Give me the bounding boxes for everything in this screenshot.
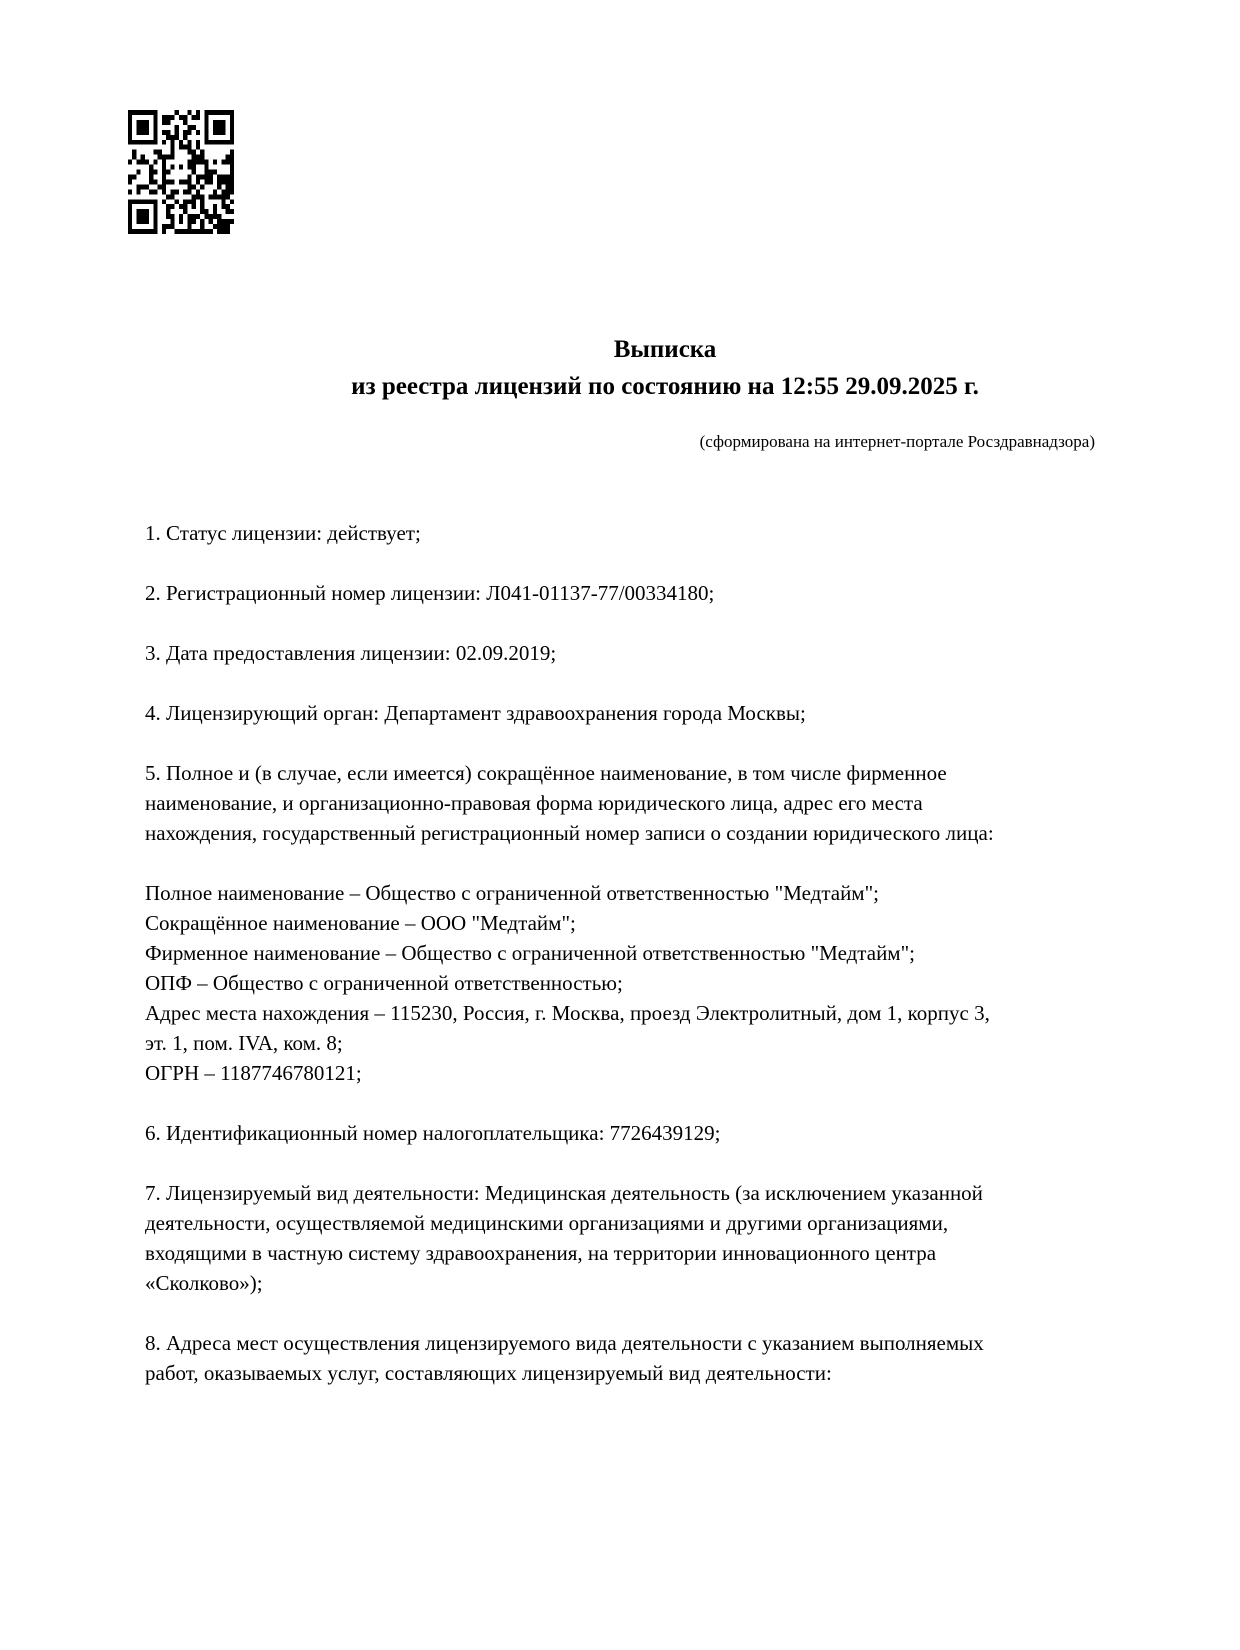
text-line: 7. Лицензируемый вид деятельности: Медицинская деятельность (за исключением указанной [145, 1181, 983, 1205]
text-line: эт. 1, пом. IVA, ком. 8; [145, 1031, 343, 1055]
text-line: деятельности, осуществляемой медицинскими организациями и другими организациями, [145, 1211, 949, 1235]
text-line: 1. Статус лицензии: действует; [145, 521, 421, 545]
text-line: Адрес места нахождения – 115230, Россия, г. Москва, проезд Электролитный, дом 1, корпус 3, [145, 1001, 990, 1025]
paragraph-legal-entity-info-heading [145, 758, 1120, 848]
text-line: 3. Дата предоставления лицензии: 02.09.2019; [145, 641, 557, 665]
title-line-1: Выписка [613, 336, 717, 363]
text-line: 5. Полное и (в случае, если имеется) сокращённое наименование, в том числе фирменное [145, 761, 947, 785]
paragraph-registration-number [145, 578, 1120, 608]
paragraph-grant-date [145, 638, 1120, 668]
text-line: наименование, и организационно-правовая форма юридического лица, адрес его места [145, 791, 923, 815]
text-line: ОПФ – Общество с ограниченной ответственностью; [145, 971, 623, 995]
paragraph-licensing-authority [145, 698, 1120, 728]
text-line: работ, оказываемых услуг, составляющих лицензируемый вид деятельности: [145, 1361, 832, 1385]
document-title [90, 331, 1240, 405]
text-line: 2. Регистрационный номер лицензии: Л041-01137-77/00334180; [145, 581, 715, 605]
text-line: входящими в частную систему здравоохранения, на территории инновационного центра [145, 1241, 937, 1265]
document-subtitle: (сформирована на интернет-портале Росздравнадзора) [699, 432, 1095, 451]
paragraph-license-status [145, 518, 1120, 548]
text-line: Сокращённое наименование – ООО "Медтайм"; [145, 911, 576, 935]
text-line: ОГРН – 1187746780121; [145, 1061, 362, 1085]
title-line-2: из реестра лицензий по состоянию на 12:55 29.09.2025 г. [351, 373, 979, 400]
paragraph-activity-addresses [145, 1328, 1120, 1388]
text-line: 8. Адреса мест осуществления лицензируемого вида деятельности с указанием выполняемых [145, 1331, 984, 1355]
text-line: 6. Идентификационный номер налогоплательщика: 7726439129; [145, 1121, 721, 1145]
paragraph-legal-entity-details [145, 878, 1120, 1088]
paragraph-licensed-activity [145, 1178, 1120, 1298]
document-body [145, 518, 1120, 1388]
text-line: нахождения, государственный регистрационный номер записи о создании юридического лица: [145, 821, 994, 845]
qr-code [128, 110, 234, 234]
text-line: Фирменное наименование – Общество с ограниченной ответственностью "Медтайм"; [145, 941, 915, 965]
text-line: «Сколково»); [145, 1271, 263, 1295]
text-line: Полное наименование – Общество с ограниченной ответственностью "Медтайм"; [145, 881, 880, 905]
paragraph-taxpayer-number [145, 1118, 1120, 1148]
text-line: 4. Лицензирующий орган: Департамент здравоохранения города Москвы; [145, 701, 806, 725]
